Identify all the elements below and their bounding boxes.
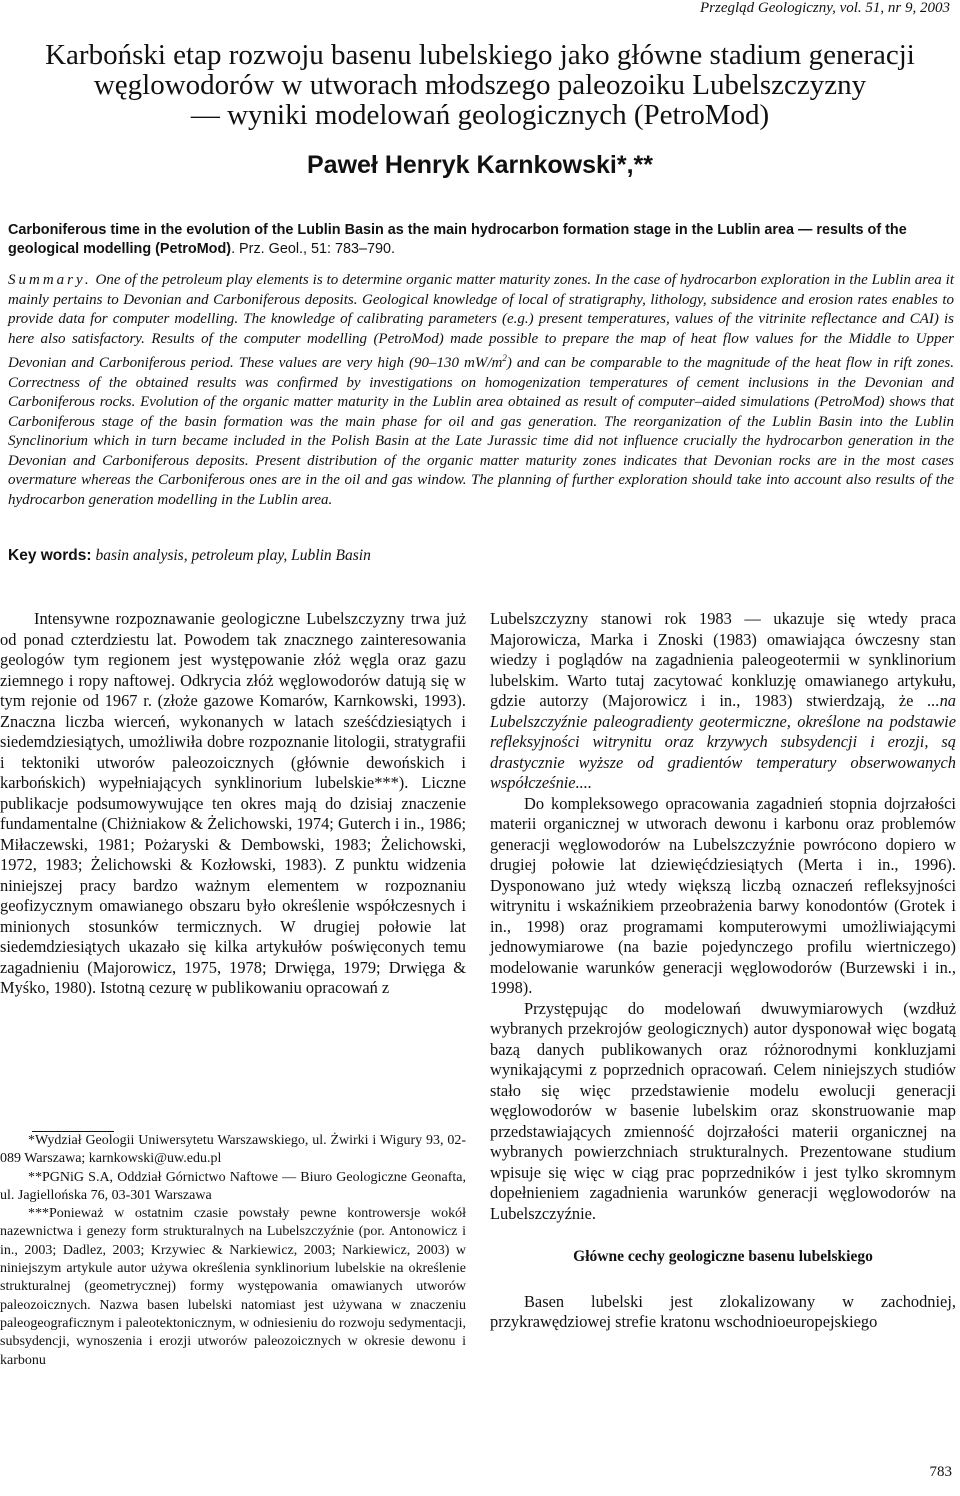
author-name: Paweł Henryk Karnkowski*,**: [307, 151, 653, 179]
left-column: [0, 609, 466, 999]
footnote-2: **PGNiG S.A, Oddział Górnictwo Naftowe — Biuro Geologiczne Geonafta, ul. Jagiellońska 76, 03-301 Warszawa: [0, 1169, 466, 1203]
journal-header: Przegląd Geologiczny, vol. 51, nr 9, 2003: [700, 0, 950, 16]
left-paragraph-1: Intensywne rozpoznawanie geologiczne Lubelszczyzny trwa już od ponad czterdziestu lat. Powodem tak znacznego zainteresowania geologów tym regionem jest występowanie złóż węgla oraz gazu ziemnego i ropy naftowej. Odkrycia złóż węglowodorów datują się w tym rejonie od 1967 r. (złoże gazowe Komarów, Karnkowski, 1993). Znaczna liczba wierceń, wykonanych w latach sześćdziesiątych i siedemdziesiątych, umożliwiła dobre rozpoznanie litologii, stratygrafii i tektoniki utworów paleozoicznych (głównie dewońskich i karbońskich) wypełniających synklinorium lubelskie***). Liczne publikacje podsumowywujące ten okres mają do dzisiaj znaczenie fundamentalne (Chiżniakow & Żelichowski, 1974; Guterch i in., 1986; Miłaczewski, 1981; Pożaryski & Dembowski, 1983; Żelichowski, 1972, 1983; Żelichowski & Kozłowski, 1983). Z punktu widzenia niniejszej pracy bardzo ważnym elementem w rozpoznaniu geofizycznym omawianego obszaru było określenie współczesnych i minionych stosunków termicznych. W drugiej połowie lat siedemdziesiątych ukazało się kilka artykułów poświęconych temu zagadnieniu (Majorowicz, 1975, 1978; Drwięga, 1979; Drwięga & Myśko, 1980). Istotną cezurę w publikowaniu opracowań z: [0, 609, 466, 997]
title-line-3: — wyniki modelowań geologicznych (PetroMod): [190, 99, 770, 131]
summary-text: One of the petroleum play elements is to determine organic matter maturity zones. In the case of hydrocarbon exploration in the Lublin area it mainly pertains to Devonian and Carboniferous deposits. Geological knowledge of local of stratigraphy, lithology, subsidence and erosion rates enables to provide data for computer modelling. The knowledge of calibrating parameters (e.g.) present temperatures, values of the vitrinite reflectance and CAI) is here also satisfactory. Results of the computer modelling (PetroMod) made possible to prepare the map of heat flow values for the Middle to Upper Devonian and Carboniferous period. These values are very high (90–130 mW/m: [8, 272, 954, 371]
title-line-1: Karboński etap rozwoju basenu lubelskiego jako główne stadium generacji: [45, 39, 915, 71]
footnote-3: ***Ponieważ w ostatnim czasie powstały pewne kontrowersje wokół nazewnictwa i genezy form strukturalnych na Lubelszczyźnie (por. Antonowicz i in., 2003; Dadlez, 2003; Krzywiec & Narkiewicz, 2003; Narkiewicz, 2003) w niniejszym artykule autor używa określenia synklinorium lubelskie na określenie strukturalnej (geometrycznej) formy występowania omawianych utworów paleozoicznych. Nazwa basen lubelski natomiast jest używana w znaczeniu paleogeograficznym i paleotektonicznym, w odniesieniu do rozwoju sedymentacji, subsydencji, wynoszenia i erozji utworów paleozoicznych w okresie dewonu i karbonu: [0, 1206, 466, 1368]
right-paragraph-3: Przystępując do modelowań dwuwymiarowych (wzdłuż wybranych przekrojów geologicznych) autor dysponował więc bogatą bazą danych publikowanych oraz różnorodnymi konkluzjami wynikającymi z poprzednich opracowań. Celem niniejszych studiów stało się więc przedstawienie modelu ewolucji generacji węglowodorów w basenie lubelskim oraz skonstruowanie map przedstawiających zmienność dojrzałości materii organicznej na wybranych powierzchniach strukturalnych. Prezentowane studium wpisuje się więc w ciąg prac poprzedników i jest tylko skromnym dopełnieniem zagadnienia warunków generacji węglowodorów na Lubelszczyźnie.: [490, 998, 956, 1223]
english-title: Carboniferous time in the evolution of the Lublin Basin as the main hydrocarbon formation stage in the Lublin area — results of the geological modelling (PetroMod): [8, 222, 907, 257]
right-paragraph-1-text: Lubelszczyzny stanowi rok 1983 — ukazuje się wtedy praca Majorowicza, Marka i Znoski (1983) omawiająca ówczesny stan wiedzy i poglądów na zagadnienia paleogeotermii w synklinorium lubelskim. Warto tutaj zacytować konkluzję omawianego artykułu, gdzie autorzy (Majorowicz i in., 1983) stwierdzają, że: [490, 609, 956, 710]
english-reference: [8, 221, 954, 259]
right-column: [490, 609, 956, 1333]
right-paragraph-1-quote: ...na Lubelszczyźnie paleogradienty geotermiczne, określone na podstawie refleksyjności witrynitu oraz krzywych subsydencji i erozji, są drastycznie wyższe od gradientów temperatury obserwowanych współcześnie....: [490, 691, 956, 792]
article-title: [0, 40, 960, 130]
right-paragraph-4: Basen lubelski jest zlokalizowany w zachodniej, przykrawędziowej strefie kratonu wschodnioeuropejskiego: [490, 1291, 956, 1331]
right-paragraph-1: [490, 609, 956, 794]
section-heading: Główne cechy geologiczne basenu lubelskiego: [573, 1248, 873, 1265]
summary-superscript: 2: [502, 353, 507, 363]
keywords-label: Key words:: [8, 547, 92, 564]
keywords: [8, 547, 954, 565]
page-number: 783: [929, 1464, 952, 1480]
summary-lead: Summary.: [8, 272, 92, 288]
summary: [8, 271, 954, 510]
summary-text-2: ) and can be comparable to the magnitude of the heat flow in rift zones. Correctness of the obtained results was confirmed by investigations on homogenization temperatures of cement inclusions in the Devonian and Carboniferous rocks. Evolution of the organic matter maturity in the Lublin area obtained as result of computer–aided simulations (PetroMod) shows that Carboniferous stage of the basin formation was the main phase for oil and gas generation. The reorganization of the Lublin Basin into the Lublin Synclinorium which in turn became included in the Polish Basin at the Late Jurassic time did not influence crucially the hydrocarbon generation in the Devonian and Carboniferous deposits. Present distribution of the organic matter maturity zones indicates that Devonian rocks are in the most cases overmature whereas the Carboniferous ones are in the oil and gas window. The planning of further exploration should take into account also results of the hydrocarbon generation modelling in the Lublin area.: [8, 355, 954, 508]
title-line-2: węglowodorów w utworach młodszego paleozoiku Lubelszczyzny: [93, 69, 867, 101]
right-paragraph-2: Do kompleksowego opracowania zagadnień stopnia dojrzałości materii organicznej w utworach dewonu i karbonu oraz problemów generacji węglowodorów na Lubelszczyźnie powrócono dopiero w drugiej połowie lat dziewięćdziesiątych (Merta i in., 1996). Dysponowano już wtedy większą liczbą oznaczeń refleksyjności witrynitu i wskaźnikiem przeobrażenia barwy konodontów (Grotek i in., 1998) oraz programami komputerowymi umożliwiającymi jednowymiarowe (na bazie pojedynczego profilu wiertniczego) modelowanie warunków generacji węglowodorów (Burzewski i in., 1998).: [490, 793, 956, 997]
footnotes: [0, 1132, 466, 1370]
citation: . Prz. Geol., 51: 783–790.: [231, 241, 396, 257]
footnote-1: *Wydział Geologii Uniwersytetu Warszawskiego, ul. Żwirki i Wigury 93, 02-089 Warszawa; karnkowski@uw.edu.pl: [0, 1133, 466, 1167]
keywords-text: basin analysis, petroleum play, Lublin Basin: [91, 547, 371, 564]
